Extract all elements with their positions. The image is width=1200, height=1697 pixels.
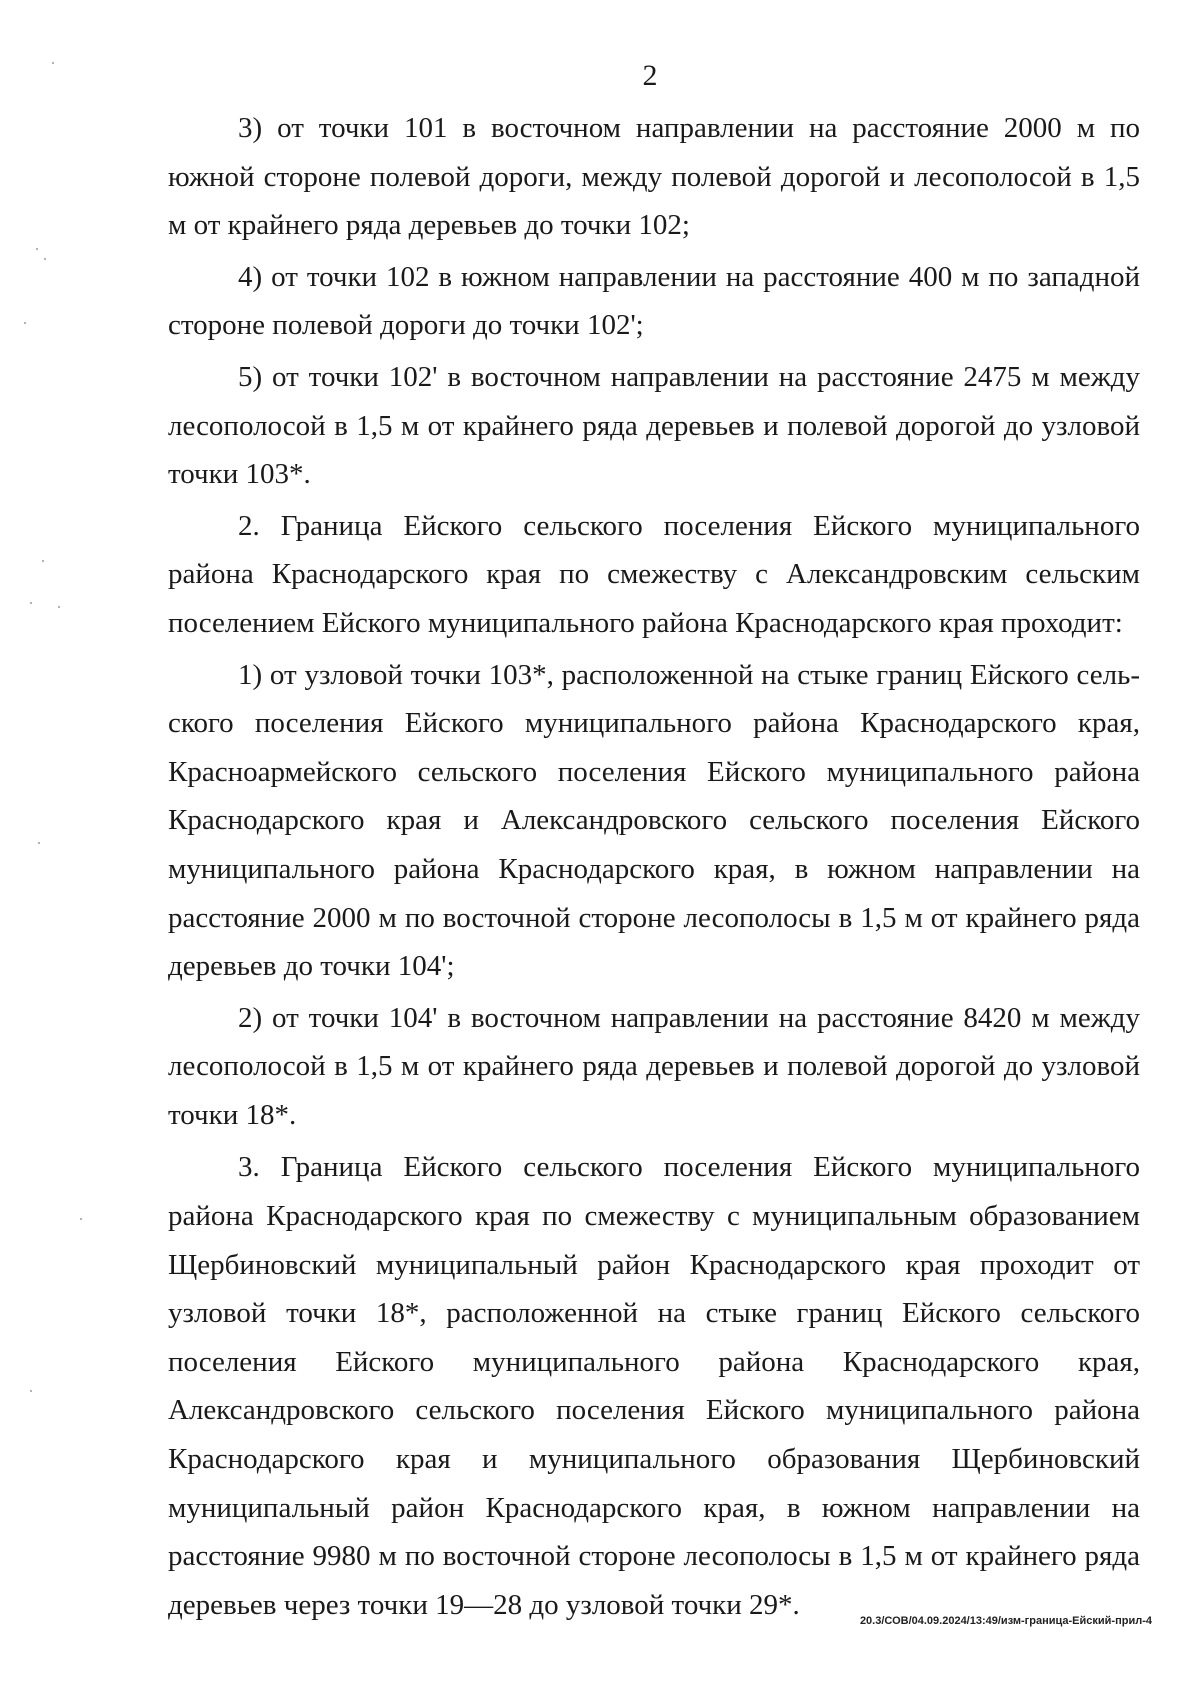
paragraph-section-2: 2. Граница Ейского сельского поселения Ейского муниципального района Краснодарского края по смежеству с Александровским сельским поселением Ейского муниципального района Краснодарского края проходит: bbox=[168, 509, 1140, 639]
paragraph-item-5: 5) от точки 102' в восточном направлении на расстояние 2475 м между лесополосой в 1,5 м от крайнего ряда деревьев и полевой дорогой до узловой точки 103*. bbox=[168, 360, 1140, 491]
paragraph-section-2-item-1: 1) от узловой точки 103*, расположенной на стыке границ Ейского сельского поселения Ейского муниципального района Краснодарского края, Красноармейского сельского поселения Ейского муниципального района Краснодарского края и Александровского сельского поселения Ейского муниципального района Краснодарского края, в южном направлении на расстояние 2000 м по восточной стороне лесополосы в 1,5 м от крайнего ряда деревьев до точки 104'; bbox=[168, 658, 1140, 983]
paragraph-item-4: 4) от точки 102 в южном направлении на расстояние 400 м по западной стороне полевой дороги до точки 102'; bbox=[168, 260, 1140, 342]
paragraph-item-3: 3) от точки 101 в восточном направлении на расстояние 2000 м по южной стороне полевой дороги, между полевой дорогой и лесополосой в 1,5 м от крайнего ряда деревьев до точки 102; bbox=[168, 112, 1140, 242]
scan-speck bbox=[36, 248, 38, 250]
scan-speck bbox=[42, 560, 44, 562]
scan-speck bbox=[24, 322, 26, 324]
scan-speck bbox=[80, 1218, 82, 1220]
paragraph-section-3: 3. Граница Ейского сельского поселения Ейского муниципального района Краснодарского края по смежеству с муниципальным образованием Щербиновский муниципальный район Краснодарского края проходит от узловой точки 18*, расположенной на стыке границ Ейского сельского поселения Ейского муниципального района Краснодарского края, Александровского сельского поселения Ейского муниципального района Краснодарского края и муниципального образования Щербиновский муниципальный район Краснодарского края, в южном направлении на расстояние 9980 м по восточной стороне лесополосы в 1,5 м от крайнего ряда деревьев через точки 19—28 до узловой точки 29*. bbox=[168, 1151, 1140, 1621]
scan-speck bbox=[58, 606, 60, 608]
page-number: 2 bbox=[642, 59, 658, 92]
paragraph-section-2-item-2: 2) от точки 104' в восточном направлении на расстояние 8420 м между лесополосой в 1,5 м от крайнего ряда деревьев и полевой дорогой до узловой точки 18*. bbox=[168, 1001, 1140, 1131]
scan-speck bbox=[44, 258, 46, 260]
document-code: 20.3/СОВ/04.09.2024/13:49/изм-граница-Ейский-прил-4 bbox=[859, 1615, 1152, 1627]
document-body bbox=[168, 104, 1140, 1632]
scan-speck bbox=[52, 62, 54, 64]
scan-speck bbox=[38, 842, 40, 844]
scan-speck bbox=[30, 1390, 32, 1392]
scan-speck bbox=[30, 602, 32, 604]
